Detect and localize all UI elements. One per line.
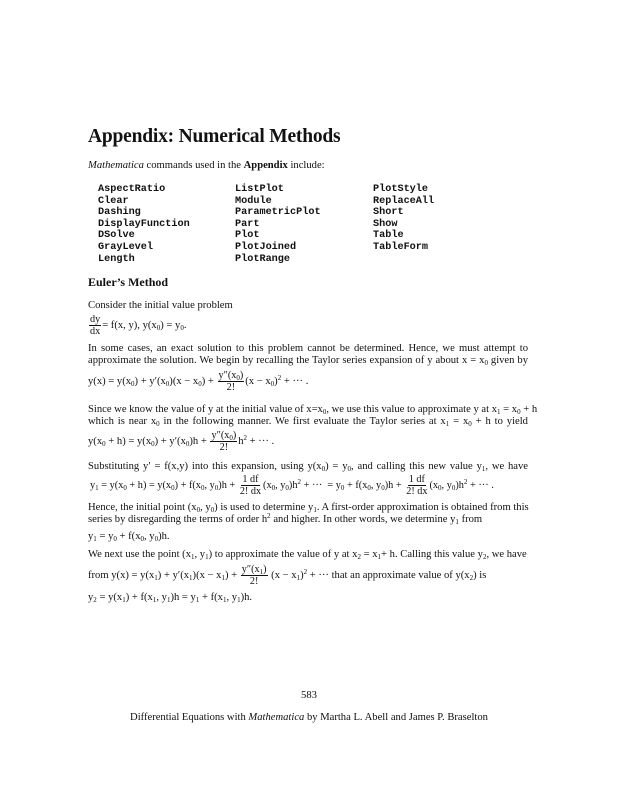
section-heading: Euler’s Method — [88, 275, 169, 289]
paragraph-initial-value — [88, 404, 538, 429]
text-fragment: , we have — [486, 549, 527, 560]
text-fragment: series by disregarding the terms of order h — [88, 514, 268, 526]
command-item: DisplayFunction — [98, 218, 190, 230]
text-fragment: , and calling this new value y — [351, 461, 482, 472]
text-fragment: )(x − x — [192, 569, 222, 581]
command-item: Show — [373, 218, 398, 230]
text-fragment: + h. Calling this value y — [381, 549, 483, 560]
page-title: Appendix: Numerical Methods — [88, 126, 341, 147]
text-fragment: , y — [200, 502, 211, 513]
text-fragment: We next use the point (x — [88, 549, 191, 560]
command-item: AspectRatio — [98, 184, 166, 195]
text-line: Substituting y′ = f(x,y) into this expansion, using $y(x_0) = y_0$, and calling this new value $y_1$, we have — [88, 461, 528, 473]
command-item: Part — [235, 218, 260, 230]
text-line: In some cases, an exact solution to this problem cannot be determined. Hence, we must attempt to — [88, 343, 528, 354]
commands-column-2 — [235, 184, 321, 265]
intro-middle: commands used in the — [143, 160, 244, 171]
commands-column-3 — [373, 184, 434, 254]
text-fragment: Since we know the value of y at the initial value of x=x — [88, 404, 323, 415]
text-fragment: from y(x) = y(x — [88, 569, 155, 581]
command-item: Clear — [98, 195, 129, 207]
equation-taylor-about-x1: from $y(x) = y(x_1) + y'(x_1)(x - x_1)$ + $\frac{y''(x_1)}{2!}$ $(x - x_1)^2$ + ··· that an approximate value of $y(x_2)$ is — [88, 564, 487, 587]
text-line: Since we know the value of y at the initial value of $x=x_0$, we use this value to approximate y at $x_1 = x_0 + h$ — [88, 404, 538, 416]
paragraph-substituting — [88, 461, 528, 473]
command-item: TableForm — [373, 241, 429, 253]
paragraph-next-point — [88, 549, 528, 561]
command-item: ReplaceAll — [373, 195, 435, 207]
paragraph-taylor — [88, 343, 528, 368]
text-fragment: ) is — [473, 569, 487, 581]
text-fragment: . A first-order approximation is obtained from this — [316, 502, 529, 513]
text-fragment: (x − x — [271, 569, 297, 581]
commands-column-1 — [98, 184, 190, 265]
equation-y2: $y_2 = y(x_1) + f(x_1$, $y_1)h = y_1 + f(x_1$, $y_1)h$. — [88, 592, 253, 604]
text-fragment: + h — [520, 404, 538, 415]
paragraph-ivp: Consider the initial value problem — [88, 300, 233, 311]
command-item: Length — [98, 253, 135, 265]
text-fragment: given by — [487, 355, 528, 367]
intro-suffix: include: — [287, 160, 325, 171]
text-fragment: and higher. In other words, we determine y — [270, 514, 456, 526]
citation-prefix: Differential Equations with — [130, 712, 249, 723]
command-item: Plot — [235, 230, 260, 242]
intro-appendix: Appendix — [243, 160, 288, 171]
text-fragment: which is near x — [88, 416, 157, 428]
text-fragment: ) is used to determine y — [214, 502, 314, 513]
equation-y1-expansion: $y_1 = y(x_0 + h) = y(x_0) + f(x_0$, $y_0)h$ + $\frac{1 df}{2! dx}$ ($x_0$, $y_0)h^2$ + ··· = $y_0 + f(x_0$, $y_0)h$ + $\frac{1 df}{2! dx}$ ($x_0$, $y_0)h^2$ + ··· . — [90, 474, 494, 497]
text-fragment: ) = y — [325, 461, 348, 472]
citation-suffix: by Martha L. Abell and James P. Braselton — [304, 712, 488, 723]
command-item: PlotRange — [235, 253, 291, 265]
command-item: Table — [373, 230, 404, 242]
text-line: We next use the point ($x_1$, $y_1$) to approximate the value of y at $x_2 = x_1+ h$. Calling this value $y_2$, we have — [88, 549, 527, 561]
citation-italic: Mathematica — [248, 712, 305, 723]
text-fragment: ) + y′(x — [157, 569, 190, 581]
text-fragment: = x — [360, 549, 378, 560]
command-item: ParametricPlot — [235, 207, 321, 219]
command-item: DSolve — [98, 230, 135, 242]
text-fragment: ) to approximate the value of y at x — [208, 549, 358, 560]
text-fragment: ) — [300, 569, 304, 581]
command-item: PlotJoined — [235, 241, 297, 253]
text-fragment: approximate the solution. We begin by recalling the Taylor series expansion of y about x = x — [88, 355, 485, 367]
command-item: Short — [373, 207, 404, 219]
text-fragment: ) + — [224, 569, 238, 581]
text-fragment: + ··· that an approximate value of y(x — [307, 569, 470, 581]
text-fragment: in the following manner. We first evaluate the Taylor series at x — [159, 416, 446, 428]
text-fragment: Hence, the initial point (x — [88, 502, 197, 513]
page-number: 583 — [301, 690, 317, 701]
text-fragment: , y — [194, 549, 206, 560]
text-fragment: = x — [449, 416, 469, 428]
command-item: ListPlot — [235, 184, 284, 195]
text-fragment: Substituting y′ = f(x,y) into this expansion, using y(x — [88, 461, 322, 472]
command-item: GrayLevel — [98, 241, 154, 253]
text-line: which is near $x_0$ in the following manner. We first evaluate the Taylor series at $x_1 = x_0 + h$ to yield — [88, 416, 528, 429]
text-fragment: , we have — [485, 461, 528, 472]
text-fragment: , we use this value to approximate y at x — [326, 404, 497, 415]
text-fragment: = x — [500, 404, 518, 415]
equation-taylor-series: $y(x) = y(x_0) + y'(x_0)(x - x_0)$ + $\frac{y''(x_0)}{2!}$ $(x - x_0)^2$ + ··· . — [88, 370, 309, 393]
text-fragment: from — [458, 514, 483, 526]
text-line: approximate the solution. We begin by recalling the Taylor series expansion of y about $x = x_0$ given by — [88, 355, 528, 368]
footer-citation — [0, 712, 618, 723]
equation-y1: $y_1 = y_0 + f(x_0$, $y_0)h$. — [88, 531, 170, 543]
equation-ivp: $\frac{dy}{dx}$ = f(x, y), $y(x_0) = y_0$. — [90, 314, 187, 337]
text-fragment: + h to yield — [471, 416, 528, 428]
equation-taylor-at-x1: $y(x_0 + h) = y(x_0) + y'(x_0)h$ + $\frac{y''(x_0)}{2!}$ $h^2$ + ··· . — [88, 430, 275, 453]
text-line: series by disregarding the terms of order $h^2$ and higher. In other words, we determine $y_1$ from — [88, 512, 483, 527]
paragraph-first-order — [88, 502, 528, 527]
command-item: PlotStyle — [373, 184, 429, 195]
command-item: Module — [235, 195, 272, 207]
intro-line — [88, 160, 325, 171]
command-item: Dashing — [98, 207, 141, 219]
text-line: Hence, the initial point ($x_0$, $y_0$) is used to determine $y_1$. A first-order approximation is obtained from this — [88, 502, 529, 514]
intro-mathematica: Mathematica — [88, 160, 144, 171]
